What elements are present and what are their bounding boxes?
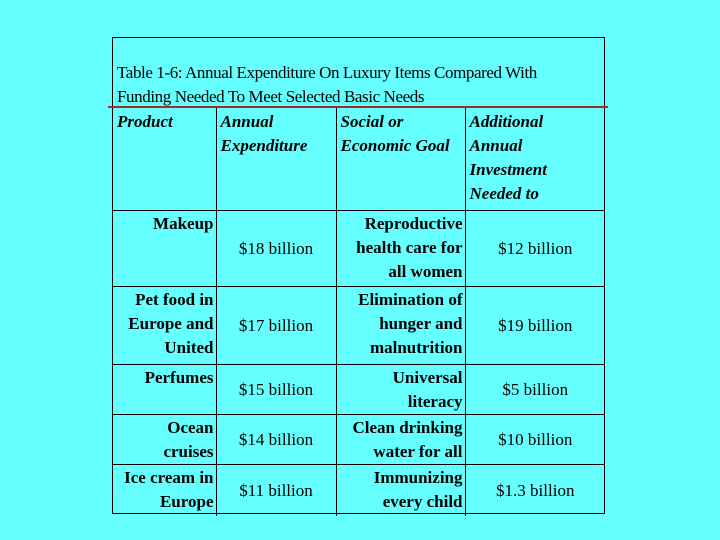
luxury-expenditure-table (113, 108, 605, 516)
product-cell: Ice cream in Europe (113, 465, 216, 517)
table-title-line-2: Funding Needed To Meet Selected Basic Needs (117, 87, 425, 106)
header-row (113, 108, 605, 211)
expenditure-cell: $15 billion (216, 365, 336, 415)
investment-cell: $5 billion (465, 365, 605, 415)
expenditure-cell: $14 billion (216, 415, 336, 465)
product-cell: Perfumes (113, 365, 216, 415)
header-annual-expenditure: Annual Expenditure (216, 108, 336, 211)
header-additional-investment: Additional Annual Investment Needed to (465, 108, 605, 211)
goal-cell: Elimination of hunger and malnutrition (336, 287, 465, 365)
product-cell: Makeup (113, 211, 216, 287)
expenditure-cell: $18 billion (216, 211, 336, 287)
goal-cell: Universal literacy (336, 365, 465, 415)
expenditure-cell: $11 billion (216, 465, 336, 517)
header-product: Product (117, 112, 173, 131)
table-row (113, 365, 605, 415)
investment-cell: $19 billion (465, 287, 605, 365)
investment-cell: $1.3 billion (465, 465, 605, 517)
table-row (113, 287, 605, 365)
header-goal: Social or Economic Goal (336, 108, 465, 211)
goal-cell: Clean drinking water for all (336, 415, 465, 465)
product-cell: Ocean cruises (113, 415, 216, 465)
table-row (113, 415, 605, 465)
table-row (113, 211, 605, 287)
investment-cell: $10 billion (465, 415, 605, 465)
product-cell: Pet food in Europe and United (113, 287, 216, 365)
goal-cell: Reproductive health care for all women (336, 211, 465, 287)
table-title-line-1: Table 1-6: Annual Expenditure On Luxury Items Compared With (117, 63, 537, 82)
goal-cell: Immunizing every child (336, 465, 465, 517)
table-row (113, 465, 605, 517)
table-title (117, 61, 587, 109)
expenditure-cell: $17 billion (216, 287, 336, 365)
investment-cell: $12 billion (465, 211, 605, 287)
